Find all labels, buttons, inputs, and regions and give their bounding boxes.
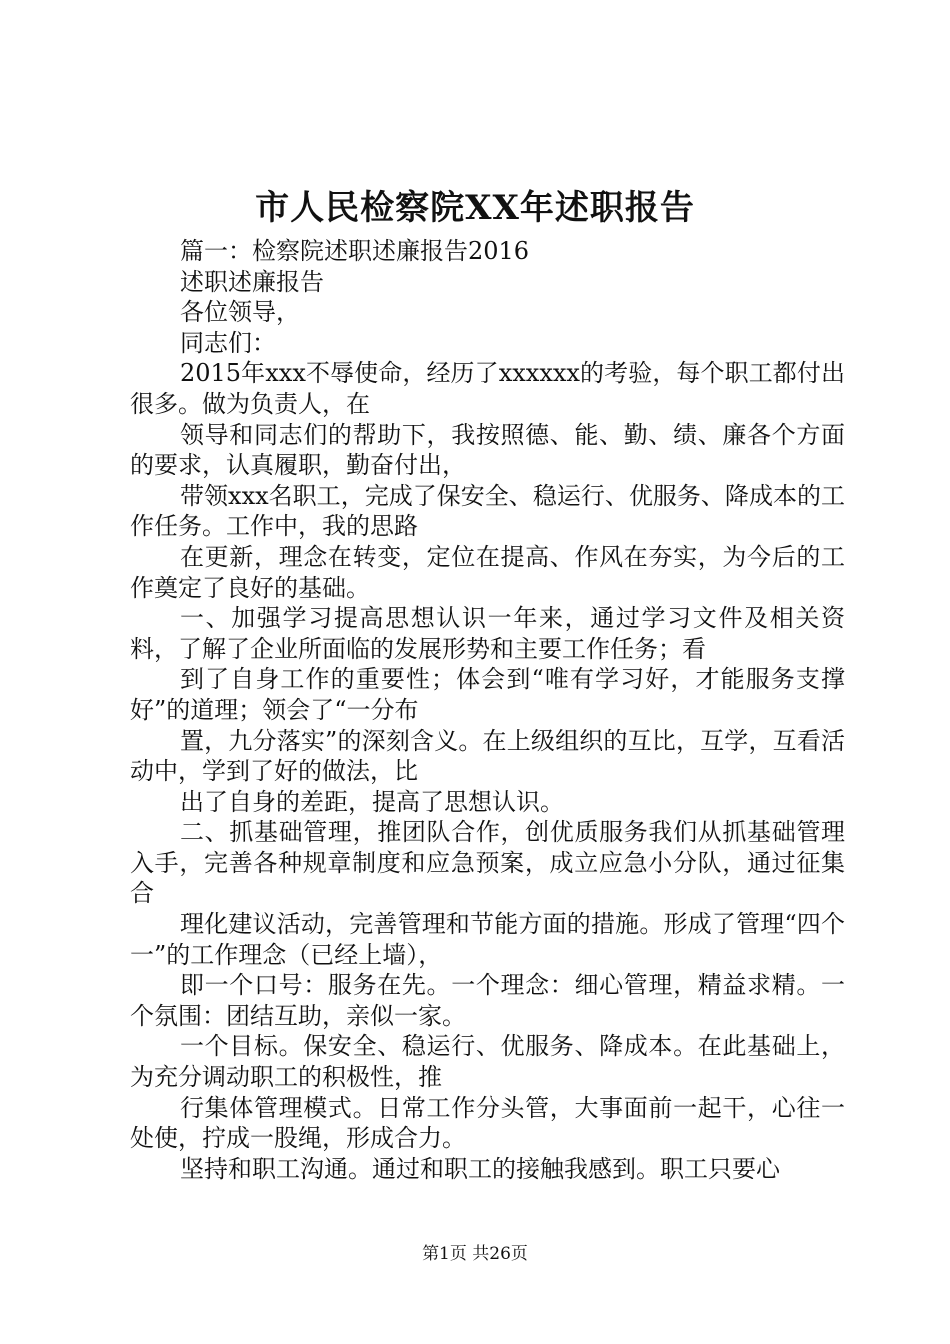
paragraph: 理化建议活动，完善管理和节能方面的措施。形成了管理“四个一”的工作理念（已经上墙）， (130, 910, 845, 969)
paragraph: 述职述廉报告 (180, 267, 324, 296)
paragraph: 行集体管理模式。日常工作分头管，大事面前一起干，心往一处使，拧成一股绳，形成合力。 (130, 1093, 845, 1153)
paragraph: 在更新，理念在转变，定位在提高、作风在夯实，为今后的工作奠定了良好的基础。 (130, 542, 845, 602)
paragraph: 出了自身的差距，提高了思想认识。 (180, 787, 564, 816)
document-title: 市人民检察院XX年述职报告 (255, 188, 695, 228)
paragraph: 即一个口号：服务在先。一个理念：细心管理，精益求精。一个氛围：团结互助，亲似一家。 (130, 971, 845, 1030)
paragraph: 到了自身工作的重要性；体会到“唯有学习好，才能服务支撑好”的道理；领会了“一分布 (130, 665, 845, 724)
paragraph: 各位领导， (180, 298, 300, 327)
paragraph: 2015年xxx不辱使命，经历了xxxxxx的考验，每个职工都付出很多。做为负责人，在 (130, 359, 845, 418)
paragraph: 二、抓基础管理，推团队合作，创优质服务我们从抓基础管理入手，完善各种规章制度和应急预案，成立应急小分队，通过征集合 (130, 818, 845, 908)
paragraph: 领导和同志们的帮助下，我按照德、能、勤、绩、廉各个方面的要求，认真履职，勤奋付出， (130, 420, 845, 480)
page-number-footer: 第1页 共26页 (422, 1244, 528, 1264)
paragraph: 篇一：检察院述职述廉报告2016 (180, 237, 530, 265)
paragraph: 同志们： (180, 328, 276, 357)
paragraph: 一个目标。保安全、稳运行、优服务、降成本。在此基础上，为充分调动职工的积极性，推 (130, 1032, 845, 1092)
document-body (130, 236, 845, 1184)
paragraph: 置，九分落实”的深刻含义。在上级组织的互比，互学，互看活动中，学到了好的做法，比 (130, 726, 845, 786)
paragraph: 带领xxx名职工，完成了保安全、稳运行、优服务、降成本的工作任务。工作中，我的思路 (130, 481, 845, 541)
paragraph: 一、加强学习提高思想认识一年来，通过学习文件及相关资料，了解了企业所面临的发展形势和主要工作任务；看 (130, 604, 845, 663)
paragraph: 坚持和职工沟通。通过和职工的接触我感到。职工只要心 (180, 1154, 780, 1183)
